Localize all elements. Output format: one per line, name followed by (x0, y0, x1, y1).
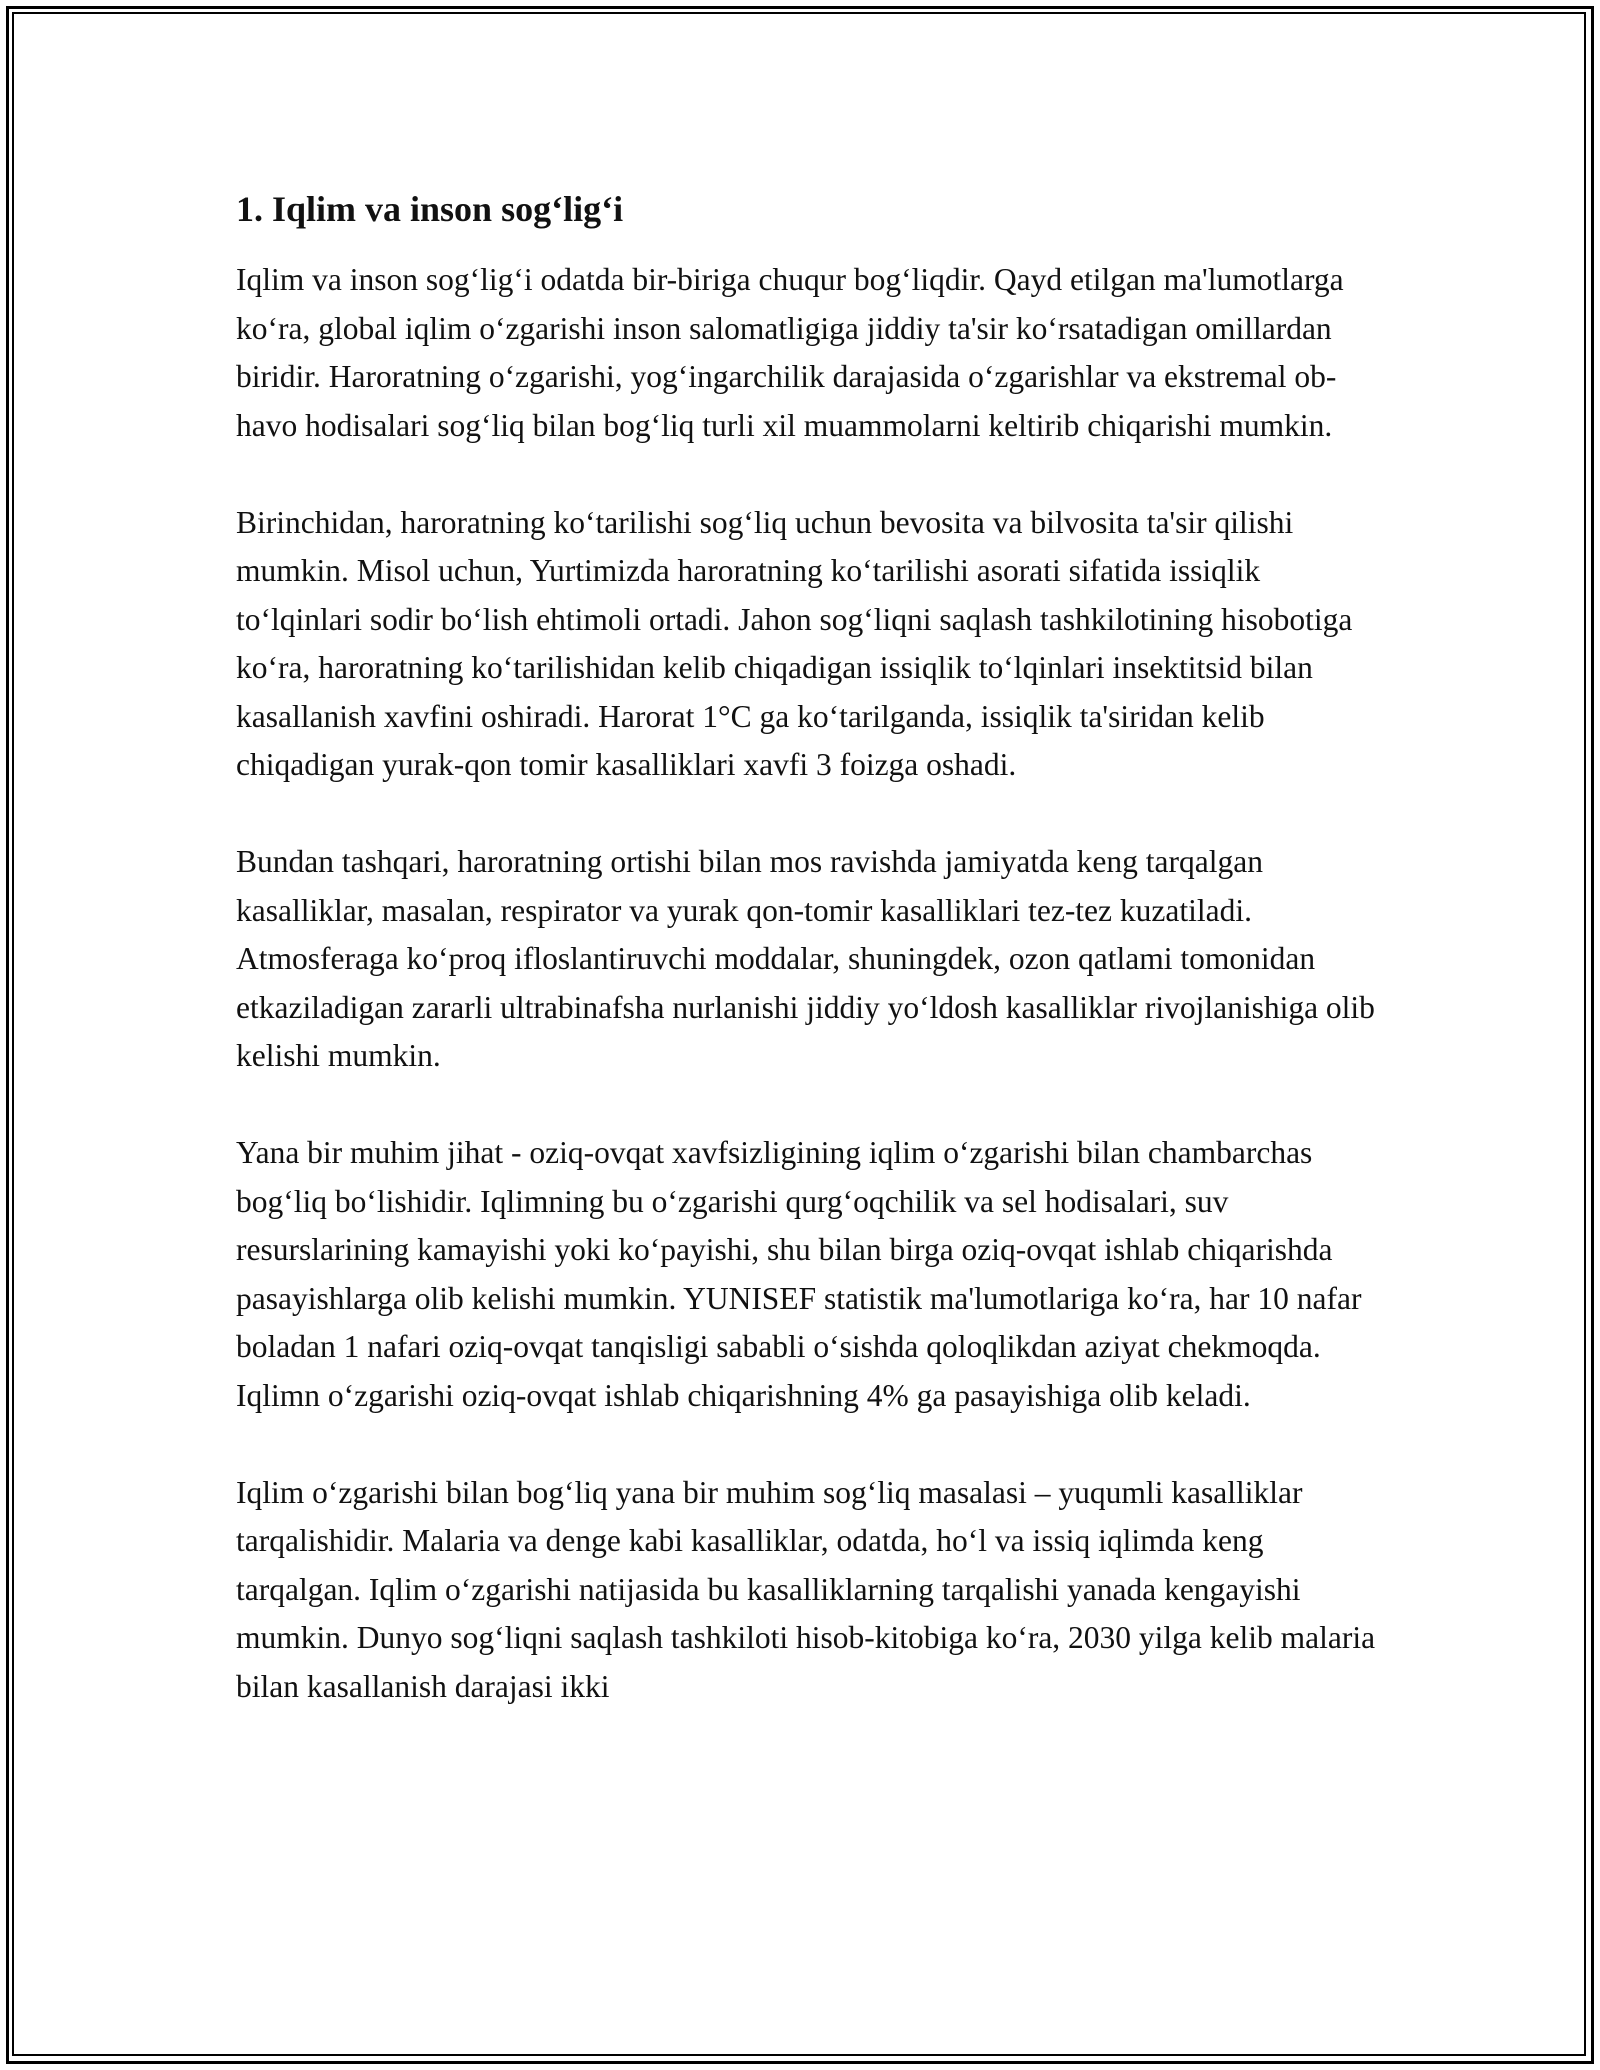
paragraph-5: Iqlim o‘zgarishi bilan bog‘liq yana bir muhim sog‘liq masalasi – yuqumli kasalliklar tarqalishidir. Malaria va denge kabi kasalliklar, odatda, ho‘l va issiq iqlimda keng tarqalgan. Iqlim o‘zgarishi natijasida bu kasalliklarning tarqalishi yanada kengayishi mumkin. Dunyo sog‘liqni saqlash tashkiloti hisob-kitobiga ko‘ra, 2030 yilga kelib malaria bilan kasallanish darajasi ikki (236, 1474, 1376, 1704)
section-heading: 1. Iqlim va inson sog‘lig‘i (236, 189, 624, 229)
paragraph-1: Iqlim va inson sog‘lig‘i odatda bir-biriga chuqur bog‘liqdir. Qayd etilgan ma'lumotlarga ko‘ra, global iqlim o‘zgarishi inson salomatligiga jiddiy ta'sir ko‘rsatadigan omillardan biridir. Haroratning o‘zgarishi, yog‘ingarchilik darajasida o‘zgarishlar va ekstremal ob-havo hodisalari sog‘liq bilan bog‘liq turli xil muammolarni keltirib chiqarishi mumkin. (236, 262, 1344, 443)
document-body (236, 186, 1376, 1711)
paragraph-4: Yana bir muhim jihat - oziq-ovqat xavfsizligining iqlim o‘zgarishi bilan chambarchas bog‘liq bo‘lishidir. Iqlimning bu o‘zgarishi qurg‘oqchilik va sel hodisalari, suv resurslarining kamayishi yoki ko‘payishi, shu bilan birga oziq-ovqat ishlab chiqarishda pasayishlarga olib kelishi mumkin. YUNISEF statistik ma'lumotlariga ko‘ra, har 10 nafar boladan 1 nafari oziq-ovqat tanqisligi sababli o‘sishda qoloqlikdan aziyat chekmoqda. Iqlimn o‘zgarishi oziq-ovqat ishlab chiqarishning 4% ga pasayishiga olib keladi. (236, 1135, 1362, 1413)
paragraph-3: Bundan tashqari, haroratning ortishi bilan mos ravishda jamiyatda keng tarqalgan kasalliklar, masalan, respirator va yurak qon-tomir kasalliklari tez-tez kuzatiladi. Atmosferaga ko‘proq ifloslantiruvchi moddalar, shuningdek, ozon qatlami tomonidan etkaziladigan zararli ultrabinafsha nurlanishi jiddiy yo‘ldosh kasalliklar rivojlanishiga olib kelishi mumkin. (236, 844, 1375, 1073)
paragraph-2: Birinchidan, haroratning ko‘tarilishi sog‘liq uchun bevosita va bilvosita ta'sir qilishi mumkin. Misol uchun, Yurtimizda haroratning ko‘tarilishi asorati sifatida issiqlik to‘lqinlari sodir bo‘lish ehtimoli ortadi. Jahon sog‘liqni saqlash tashkilotining hisobotiga ko‘ra, haroratning ko‘tarilishidan kelib chiqadigan issiqlik to‘lqinlari insektitsid bilan kasallanish xavfini oshiradi. Harorat 1°C ga ko‘tarilganda, issiqlik ta'siridan kelib chiqadigan yurak-qon tomir kasalliklari xavfi 3 foizga oshadi. (236, 504, 1353, 782)
